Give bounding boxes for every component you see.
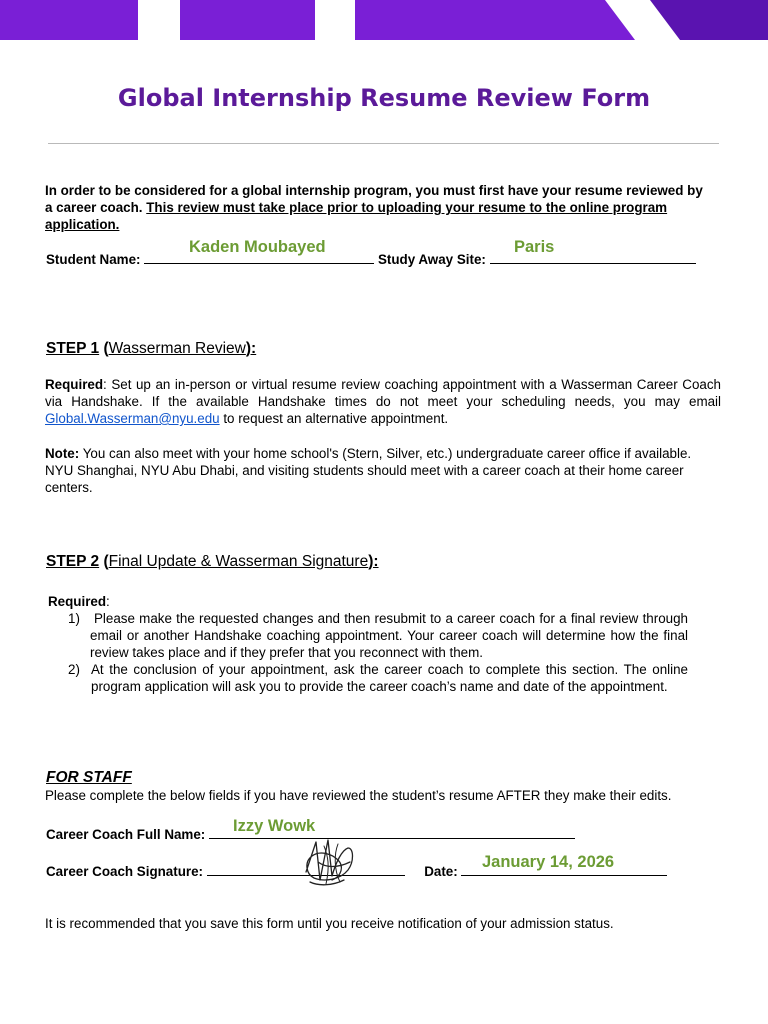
coach-name-value[interactable]: Izzy Wowk (233, 817, 316, 835)
step2-heading (46, 553, 379, 571)
student-name-label: Student Name (46, 252, 137, 267)
signature-label: Career Coach Signature: (46, 864, 204, 879)
step1-note-label: Note: (45, 446, 80, 461)
staff-heading: FOR STAFF (46, 769, 132, 786)
student-name-field[interactable] (144, 250, 374, 264)
step1-required-text: : Set up an in-person or virtual resume review coaching appointment with a Wasserman Career Coach via Handshake. If the available Handshake times do not meet your scheduling needs, you may email (45, 377, 721, 409)
step1-heading (46, 340, 256, 358)
step2-item-2-text: At the conclusion of your appointment, ask the career coach to complete this section. The online program application will ask you to provide the career coach’s name and date of the appointment. (91, 662, 688, 694)
step1-name: Wasserman Review (108, 340, 246, 357)
step2-item-2-num: 2) (68, 662, 80, 677)
study-site-value[interactable]: Paris (514, 238, 555, 256)
signature-scribble (298, 832, 358, 890)
intro-paragraph (45, 182, 713, 233)
page-title: Global Internship Resume Review Form (117, 84, 651, 112)
step1-note-text: You can also meet with your home school's (Stern, Silver, etc.) undergraduate career office if available. NYU Shanghai, NYU Abu Dhabi, and visiting students should meet with a career coach at their home career centers. (45, 446, 692, 495)
header-bar-right (355, 0, 768, 40)
step1-paren-open: ( (99, 340, 109, 357)
header-bar-left (0, 0, 138, 40)
step1-required-tail: to request an alternative appointment. (219, 411, 449, 426)
step1-paren-close: ): (245, 340, 257, 357)
step2-paren-close: ): (368, 553, 379, 570)
intro-underlined: This review must take place prior to uploading your resume to the online program application. (45, 200, 668, 232)
student-row: Student Name: Study Away Site: (46, 250, 696, 268)
step2-item-2 (68, 661, 688, 695)
step2-name: Final Update & Wasserman Signature (108, 553, 369, 570)
step2-item-1-text: Please make the requested changes and then resubmit to a career coach for a final review through email or another Handshake coaching appointment. Your career coach will determine how the final review takes place and if they prefer that you reconnect with them. (90, 611, 688, 660)
date-value[interactable]: January 14, 2026 (482, 853, 615, 871)
step2-item-1-num: 1) (68, 611, 80, 626)
intro-text: In order to be considered for a global internship program, you must first have your resume reviewed by a career coach. (45, 183, 703, 215)
staff-instruction: Please complete the below fields if you have reviewed the student’s resume AFTER they make their edits. (45, 788, 672, 803)
title-divider (48, 143, 719, 144)
header-bar-middle (180, 0, 315, 40)
study-site-label: Study Away Site: (377, 252, 486, 267)
step1-required-label: Required (45, 377, 104, 392)
step1-required (45, 376, 721, 427)
step1-note (45, 445, 695, 496)
step1-lead: STEP 1 (46, 340, 100, 357)
footer-note: It is recommended that you save this form until you receive notification of your admission status. (45, 916, 614, 931)
step2-required (48, 593, 110, 610)
date-label: Date: (424, 864, 458, 879)
student-name-value[interactable]: Kaden Moubayed (189, 238, 326, 256)
step2-item-1 (68, 610, 688, 661)
coach-name-field[interactable] (209, 825, 575, 839)
coach-name-label: Career Coach Full Name: (46, 827, 206, 842)
step2-required-label: Required (48, 594, 107, 609)
step2-required-colon: : (106, 594, 110, 609)
study-site-field[interactable] (490, 250, 696, 264)
date-field[interactable] (461, 862, 667, 876)
step2-lead: STEP 2 (46, 553, 100, 570)
step2-paren-open: ( (99, 553, 109, 570)
wasserman-email-link[interactable]: Global.Wasserman@nyu.edu (45, 411, 220, 426)
